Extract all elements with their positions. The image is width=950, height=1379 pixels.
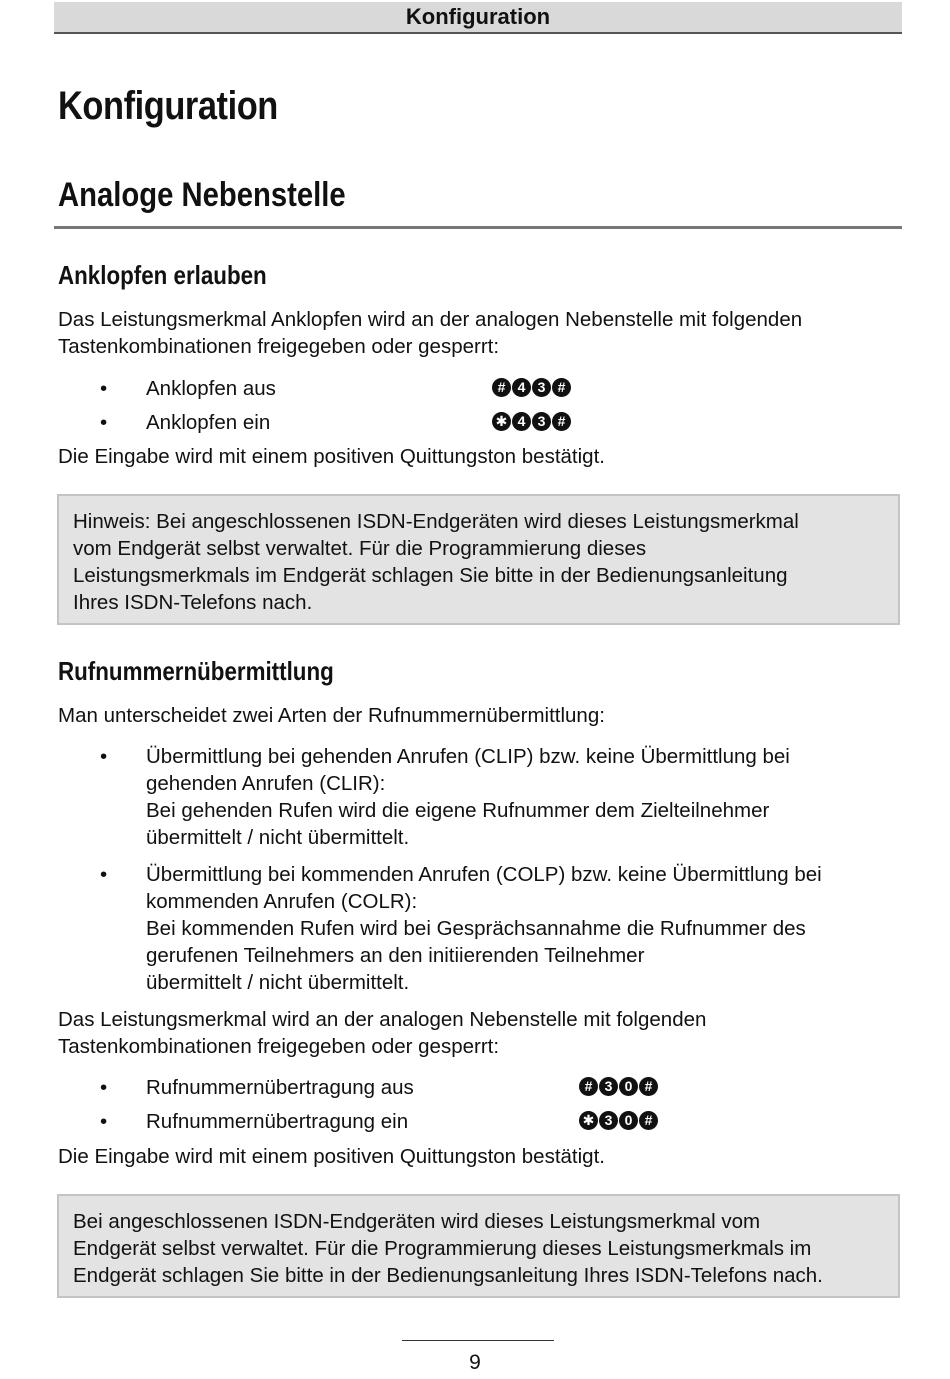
digit-key-icon: 3 [532, 412, 551, 431]
item-line: übermittelt / nicht übermittelt. [146, 826, 410, 849]
item-line: Bei gehenden Rufen wird die eigene Rufnummer dem Zielteilnehmer [146, 799, 770, 822]
item-line: Übermittlung bei kommenden Anrufen (COLP) bzw. keine Übermittlung bei [146, 863, 822, 886]
digit-key-icon: 3 [599, 1111, 618, 1130]
note-line: Leistungsmerkmals im Endgerät schlagen Sie bitte in der Bedienungsanleitung [73, 564, 788, 587]
list-item [58, 1108, 898, 1135]
rufnummer-intro2-line: Das Leistungsmerkmal wird an der analogen Nebenstelle mit folgenden [58, 1008, 707, 1031]
digit-key-icon: 3 [599, 1077, 618, 1096]
note-line: Hinweis: Bei angeschlossenen ISDN-Endgeräten wird dieses Leistungsmerkmal [73, 510, 799, 533]
item-label: Anklopfen aus [146, 377, 276, 400]
key-sequence [492, 412, 571, 431]
list-item [58, 861, 898, 996]
item-line: gerufenen Teilnehmers an den initiierenden Teilnehmer [146, 944, 645, 967]
item-text [146, 861, 898, 996]
bullet: • [100, 863, 108, 886]
note-line: Endgerät schlagen Sie bitte in der Bedienungsanleitung Ihres ISDN-Telefons nach. [73, 1264, 823, 1287]
bullet: • [100, 745, 108, 768]
anklopfen-intro [58, 306, 898, 360]
rufnummer-intro: Man unterscheidet zwei Arten der Rufnummernübermittlung: [58, 704, 605, 727]
rufnummer-intro2-line: Tastenkombinationen freigegeben oder gesperrt: [58, 1035, 500, 1058]
anklopfen-note [57, 494, 900, 625]
anklopfen-intro-line: Das Leistungsmerkmal Anklopfen wird an der analogen Nebenstelle mit folgenden [58, 308, 803, 331]
list-item [58, 375, 898, 402]
note-line: Ihres ISDN-Telefons nach. [73, 591, 313, 614]
anklopfen-heading: Anklopfen erlauben [58, 260, 267, 290]
item-line: kommenden Anrufen (COLR): [146, 890, 418, 913]
hash-key-icon: # [579, 1077, 598, 1096]
hash-key-icon: # [552, 412, 571, 431]
running-header-title: Konfiguration [405, 4, 551, 29]
digit-key-icon: 3 [532, 378, 551, 397]
key-sequence [492, 378, 571, 397]
note-line: Bei angeschlossenen ISDN-Endgeräten wird dieses Leistungsmerkmal vom [73, 1210, 761, 1233]
note-line: vom Endgerät selbst verwaltet. Für die Programmierung dieses [73, 537, 647, 560]
digit-key-icon: 4 [512, 412, 531, 431]
running-header [54, 2, 902, 34]
bullet: • [100, 377, 108, 400]
list-item [58, 1074, 898, 1101]
item-line: Bei kommenden Rufen wird bei Gesprächsannahme die Rufnummer des [146, 917, 806, 940]
key-sequence [579, 1077, 658, 1096]
section-divider [54, 226, 902, 229]
bullet: • [100, 1076, 108, 1099]
rufnummer-intro2 [58, 1006, 898, 1060]
rufnummer-confirm: Die Eingabe wird mit einem positiven Quittungston bestätigt. [58, 1145, 605, 1168]
note-line: Endgerät selbst verwaltet. Für die Programmierung dieses Leistungsmerkmals im [73, 1237, 812, 1260]
item-line: gehenden Anrufen (CLIR): [146, 772, 386, 795]
footer-divider [402, 1340, 554, 1341]
item-line: übermittelt / nicht übermittelt. [146, 971, 410, 994]
key-sequence [579, 1111, 658, 1130]
list-item [58, 409, 898, 436]
list-item [58, 743, 898, 851]
digit-key-icon: 4 [512, 378, 531, 397]
rufnummer-heading: Rufnummernübermittlung [58, 656, 334, 686]
item-label: Rufnummernübertragung aus [146, 1076, 414, 1099]
hash-key-icon: # [639, 1077, 658, 1096]
page-number: 9 [469, 1351, 481, 1374]
digit-key-icon: 0 [619, 1077, 638, 1096]
star-key-icon: ✱ [579, 1111, 598, 1130]
hash-key-icon: # [492, 378, 511, 397]
item-text [146, 743, 898, 851]
anklopfen-intro-line: Tastenkombinationen freigegeben oder gesperrt: [58, 335, 500, 358]
bullet: • [100, 1110, 108, 1133]
digit-key-icon: 0 [619, 1111, 638, 1130]
star-key-icon: ✱ [492, 412, 511, 431]
rufnummer-note [57, 1194, 900, 1298]
bullet: • [100, 411, 108, 434]
item-line: Übermittlung bei gehenden Anrufen (CLIP) bzw. keine Übermittlung bei [146, 745, 790, 768]
anklopfen-confirm: Die Eingabe wird mit einem positiven Quittungston bestätigt. [58, 445, 605, 468]
section-title: Analoge Nebenstelle [58, 176, 346, 214]
item-label: Rufnummernübertragung ein [146, 1110, 409, 1133]
hash-key-icon: # [639, 1111, 658, 1130]
item-label: Anklopfen ein [146, 411, 271, 434]
page-title: Konfiguration [58, 84, 278, 128]
hash-key-icon: # [552, 378, 571, 397]
